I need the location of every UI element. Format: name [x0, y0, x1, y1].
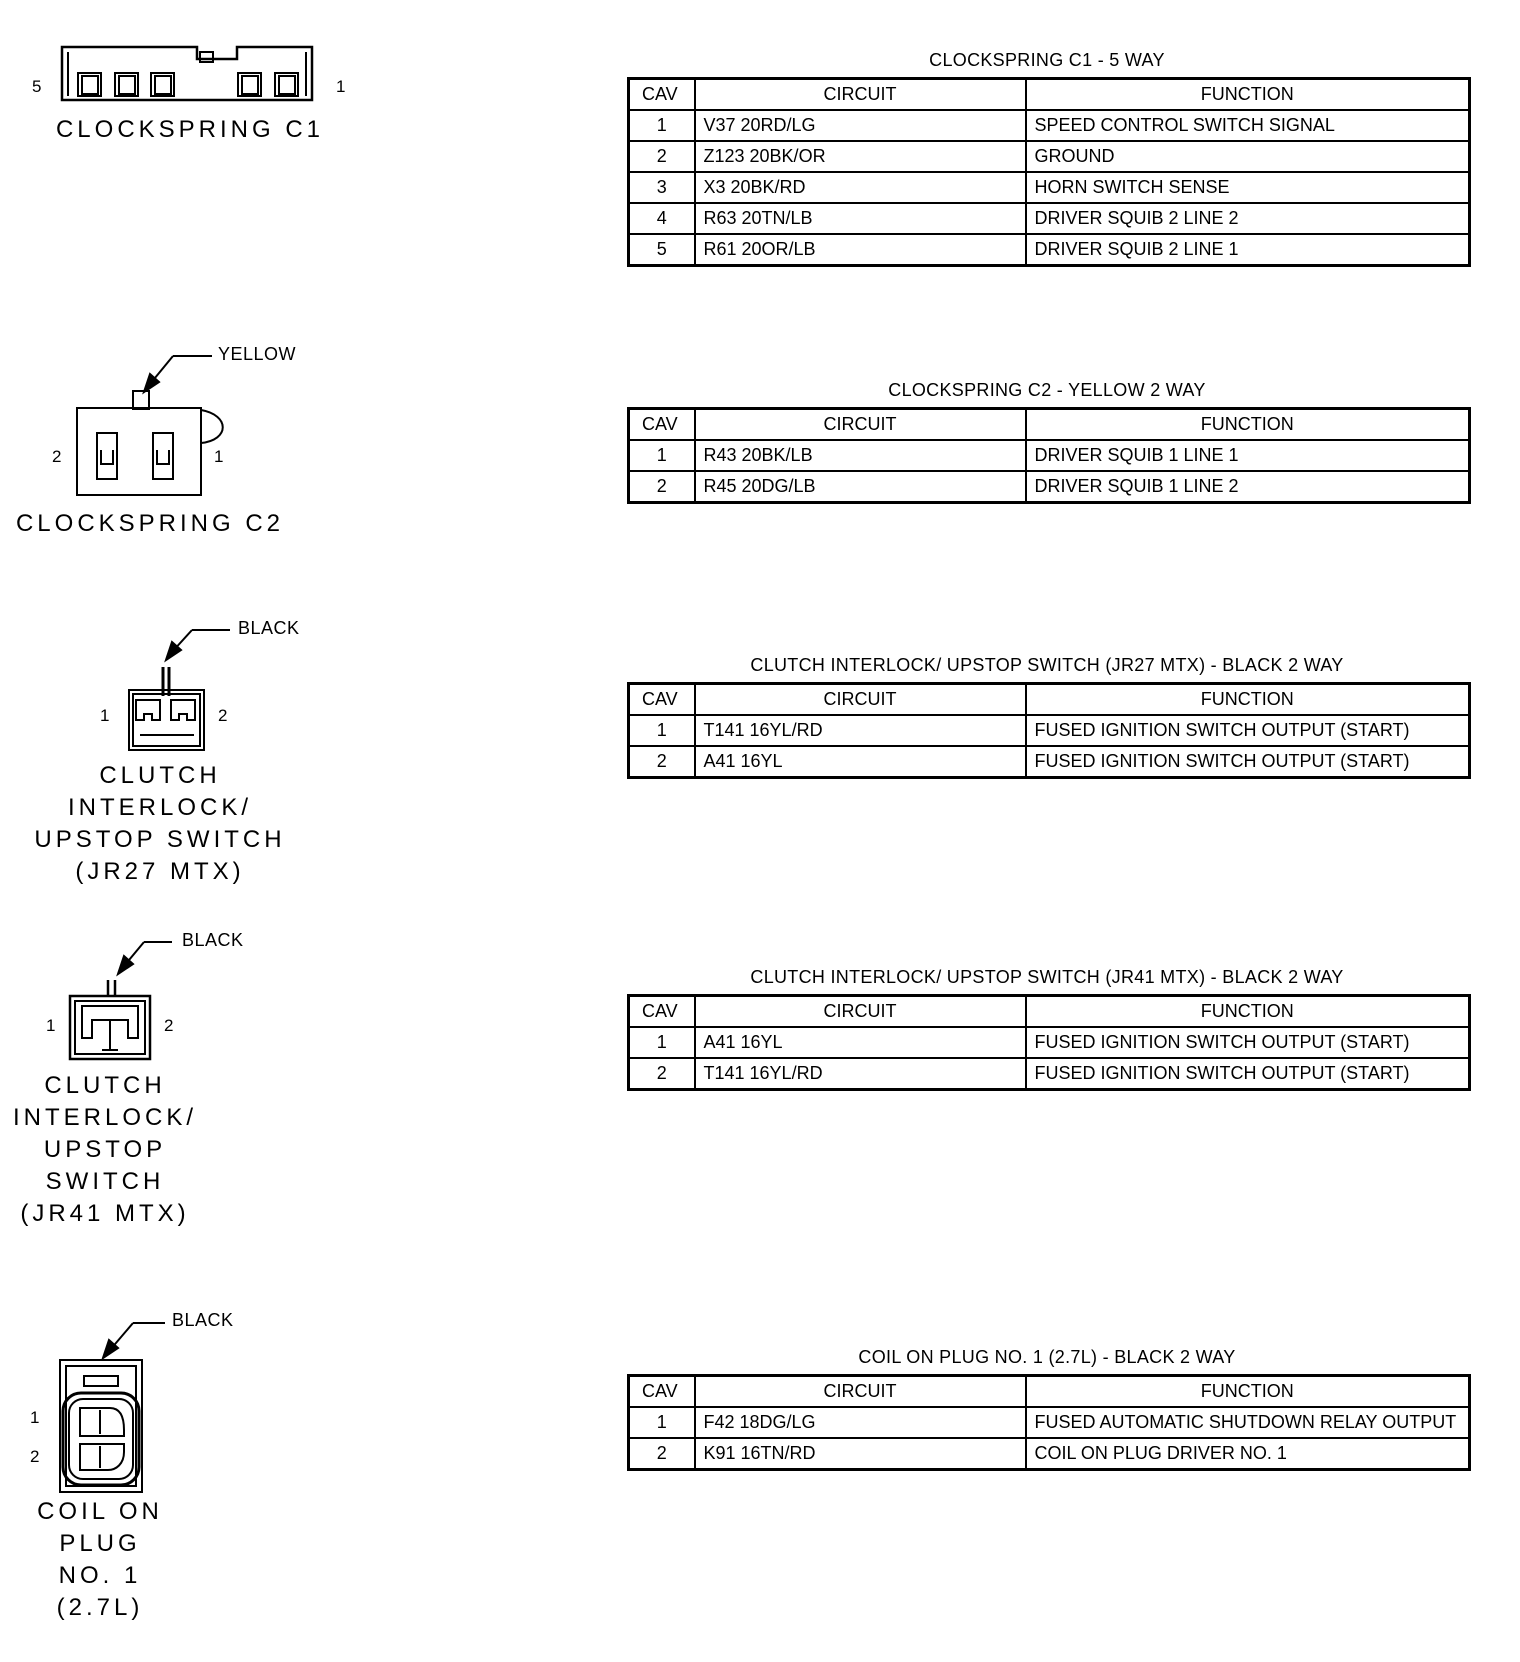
table-row: [629, 1407, 1470, 1438]
table-header-row: [629, 79, 1470, 111]
function-cell: GROUND: [1026, 141, 1470, 172]
function-cell: DRIVER SQUIB 2 LINE 1: [1026, 234, 1470, 266]
function-cell: HORN SWITCH SENSE: [1026, 172, 1470, 203]
function-header: FUNCTION: [1026, 79, 1470, 111]
c4-pin-right-label: 2: [164, 1016, 174, 1035]
c2-color-label: YELLOW: [218, 344, 297, 364]
circuit-cell: Z123 20BK/OR: [695, 141, 1026, 172]
function-header: FUNCTION: [1026, 409, 1470, 441]
c2-connector-name: CLOCKSPRING C2: [15, 510, 285, 537]
clutch-jr41-connector-icon: [70, 942, 172, 1059]
c3-pin-table: [627, 682, 1471, 779]
coil-on-plug-connector-icon: [60, 1323, 165, 1492]
cav-cell: 2: [629, 141, 695, 172]
table-row: [629, 715, 1470, 746]
table-header-row: [629, 684, 1470, 716]
cav-header: CAV: [629, 996, 695, 1028]
cav-cell: 2: [629, 1438, 695, 1470]
table-row: [629, 440, 1470, 471]
table-row: [629, 1027, 1470, 1058]
circuit-cell: R45 20DG/LB: [695, 471, 1026, 503]
function-header: FUNCTION: [1026, 1376, 1470, 1408]
function-cell: FUSED AUTOMATIC SHUTDOWN RELAY OUTPUT: [1026, 1407, 1470, 1438]
circuit-header: CIRCUIT: [695, 79, 1026, 111]
c1-pin-table: [627, 77, 1471, 267]
circuit-header: CIRCUIT: [695, 684, 1026, 716]
table-row: [629, 1438, 1470, 1470]
circuit-cell: A41 16YL: [695, 1027, 1026, 1058]
table-row: [629, 746, 1470, 778]
table-row: [629, 110, 1470, 141]
cav-cell: 1: [629, 1027, 695, 1058]
cav-cell: 1: [629, 715, 695, 746]
table-row: [629, 203, 1470, 234]
c1-connector-name: CLOCKSPRING C1: [55, 116, 325, 143]
table-row: [629, 172, 1470, 203]
cav-header: CAV: [629, 1376, 695, 1408]
c3-connector-name: CLUTCH INTERLOCK/ UPSTOP SWITCH (JR27 MTX): [34, 762, 286, 885]
cav-header: CAV: [629, 409, 695, 441]
c5-table-title: COIL ON PLUG NO. 1 (2.7L) - BLACK 2 WAY: [858, 1347, 1236, 1367]
circuit-header: CIRCUIT: [695, 409, 1026, 441]
c3-table-title: CLUTCH INTERLOCK/ UPSTOP SWITCH (JR27 MTX) - BLACK 2 WAY: [750, 655, 1344, 675]
cav-cell: 2: [629, 471, 695, 503]
c2-pin-right-label: 1: [214, 447, 224, 466]
table-row: [629, 1058, 1470, 1090]
function-cell: FUSED IGNITION SWITCH OUTPUT (START): [1026, 715, 1470, 746]
function-header: FUNCTION: [1026, 996, 1470, 1028]
c4-connector-name: CLUTCH INTERLOCK/ UPSTOP SWITCH (JR41 MTX): [12, 1072, 198, 1227]
c3-color-label: BLACK: [238, 618, 300, 638]
table-row: [629, 141, 1470, 172]
cav-cell: 3: [629, 172, 695, 203]
circuit-cell: K91 16TN/RD: [695, 1438, 1026, 1470]
function-cell: FUSED IGNITION SWITCH OUTPUT (START): [1026, 746, 1470, 778]
cav-cell: 1: [629, 440, 695, 471]
circuit-header: CIRCUIT: [695, 996, 1026, 1028]
clutch-jr27-connector-icon: [129, 630, 230, 750]
table-header-row: [629, 1376, 1470, 1408]
cav-cell: 2: [629, 746, 695, 778]
c5-pin-top-label: 1: [30, 1408, 40, 1427]
table-header-row: [629, 996, 1470, 1028]
c4-color-label: BLACK: [182, 930, 244, 950]
cav-header: CAV: [629, 684, 695, 716]
function-cell: DRIVER SQUIB 1 LINE 1: [1026, 440, 1470, 471]
function-cell: COIL ON PLUG DRIVER NO. 1: [1026, 1438, 1470, 1470]
circuit-cell: F42 18DG/LG: [695, 1407, 1026, 1438]
c5-pin-table: [627, 1374, 1471, 1471]
c1-pin-left-label: 5: [32, 77, 42, 96]
table-row: [629, 234, 1470, 266]
circuit-cell: R63 20TN/LB: [695, 203, 1026, 234]
cav-cell: 1: [629, 1407, 695, 1438]
c3-pin-right-label: 2: [218, 706, 228, 725]
c5-pin-bottom-label: 2: [30, 1447, 40, 1466]
circuit-cell: R61 20OR/LB: [695, 234, 1026, 266]
c1-pin-right-label: 1: [336, 77, 346, 96]
c2-table-title: CLOCKSPRING C2 - YELLOW 2 WAY: [888, 380, 1206, 400]
c2-pin-table: [627, 407, 1471, 504]
function-cell: DRIVER SQUIB 1 LINE 2: [1026, 471, 1470, 503]
circuit-cell: T141 16YL/RD: [695, 1058, 1026, 1090]
circuit-cell: A41 16YL: [695, 746, 1026, 778]
function-cell: FUSED IGNITION SWITCH OUTPUT (START): [1026, 1058, 1470, 1090]
table-row: [629, 471, 1470, 503]
circuit-cell: R43 20BK/LB: [695, 440, 1026, 471]
circuit-cell: V37 20RD/LG: [695, 110, 1026, 141]
cav-cell: 5: [629, 234, 695, 266]
function-cell: DRIVER SQUIB 2 LINE 2: [1026, 203, 1470, 234]
cav-cell: 2: [629, 1058, 695, 1090]
cav-cell: 1: [629, 110, 695, 141]
c5-connector-name: COIL ON PLUG NO. 1 (2.7L): [37, 1498, 163, 1621]
clockspring-c2-connector-icon: [77, 356, 223, 495]
c4-pin-left-label: 1: [46, 1016, 56, 1035]
circuit-cell: T141 16YL/RD: [695, 715, 1026, 746]
c4-pin-table: [627, 994, 1471, 1091]
function-cell: SPEED CONTROL SWITCH SIGNAL: [1026, 110, 1470, 141]
cav-cell: 4: [629, 203, 695, 234]
c2-pin-left-label: 2: [52, 447, 62, 466]
function-header: FUNCTION: [1026, 684, 1470, 716]
c4-table-title: CLUTCH INTERLOCK/ UPSTOP SWITCH (JR41 MTX) - BLACK 2 WAY: [750, 967, 1344, 987]
clockspring-c1-connector-icon: [62, 47, 312, 100]
c3-pin-left-label: 1: [100, 706, 110, 725]
function-cell: FUSED IGNITION SWITCH OUTPUT (START): [1026, 1027, 1470, 1058]
circuit-header: CIRCUIT: [695, 1376, 1026, 1408]
c5-color-label: BLACK: [172, 1310, 234, 1330]
cav-header: CAV: [629, 79, 695, 111]
c1-table-title: CLOCKSPRING C1 - 5 WAY: [929, 50, 1165, 70]
table-header-row: [629, 409, 1470, 441]
circuit-cell: X3 20BK/RD: [695, 172, 1026, 203]
